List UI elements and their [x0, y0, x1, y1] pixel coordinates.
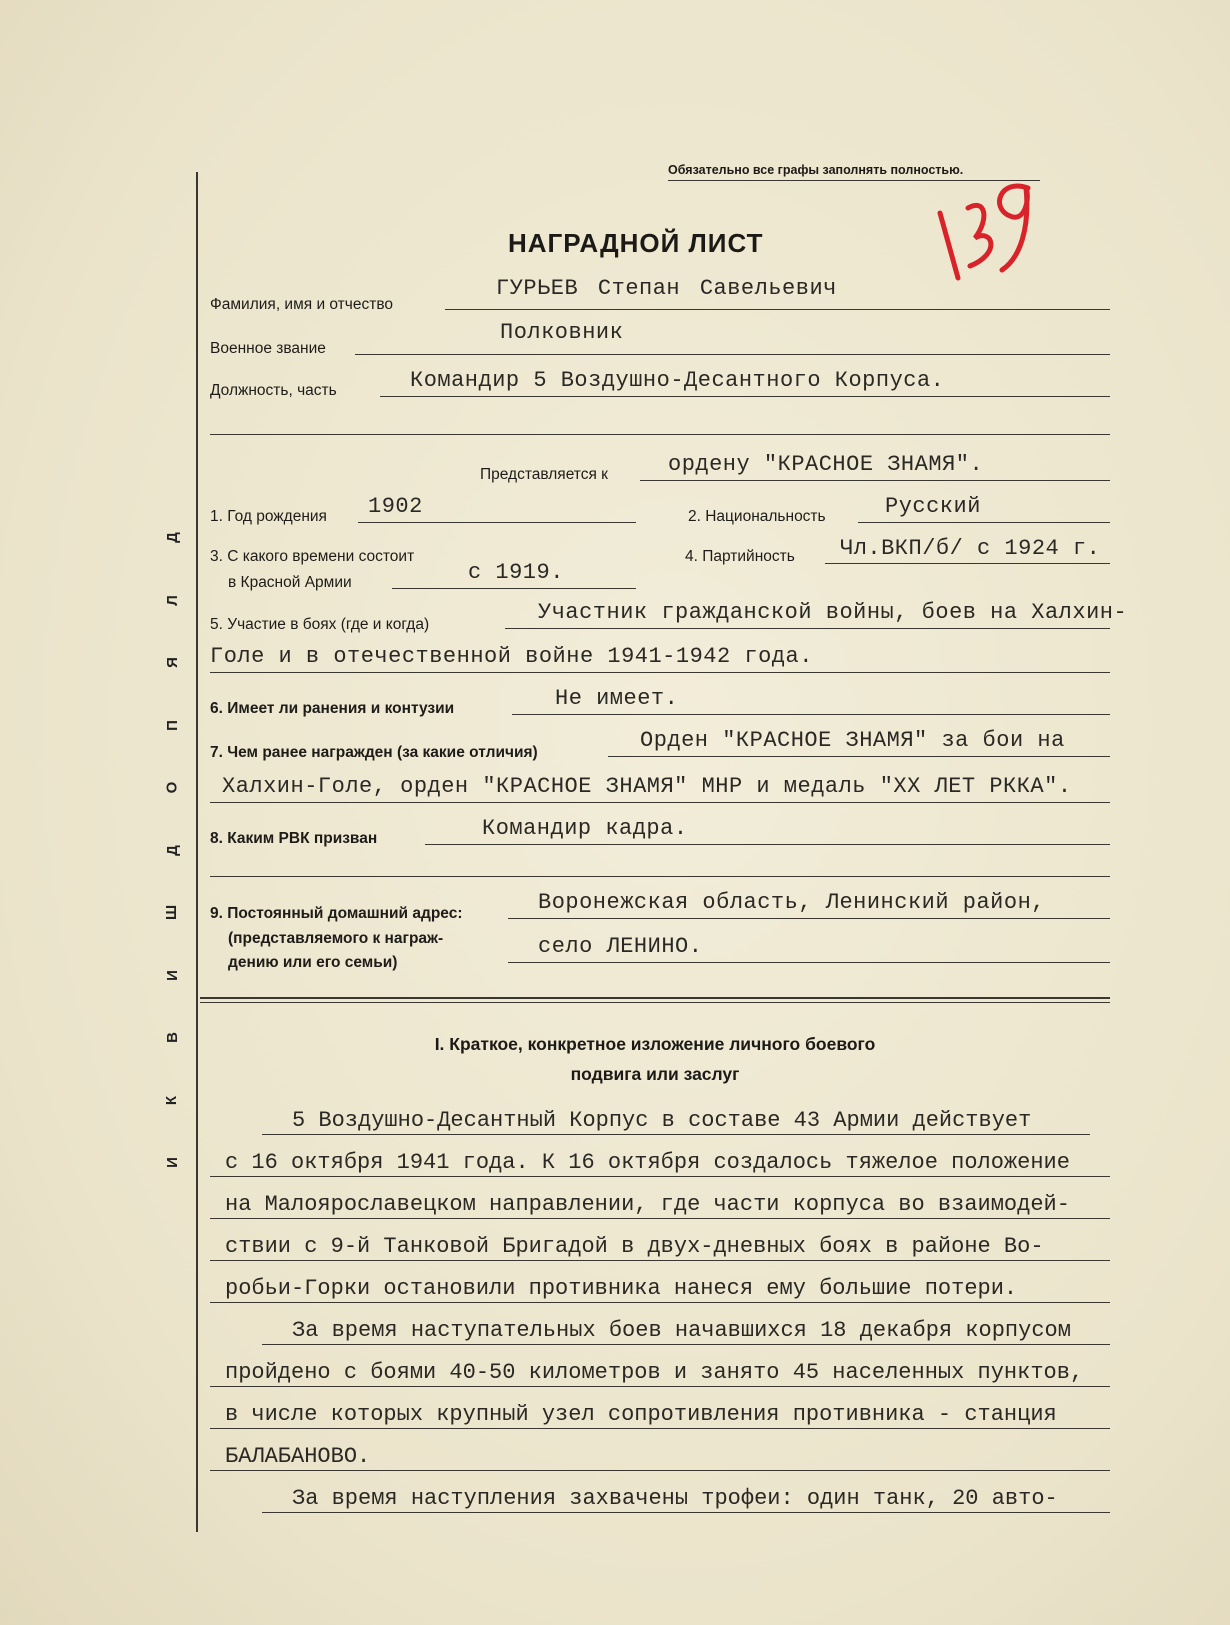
narrative-rule — [210, 1470, 1110, 1471]
army-since-value: с 1919. — [468, 560, 564, 585]
party-value: Чл.ВКП/б/ с 1924 г. — [840, 536, 1101, 561]
narrative-line: БАЛАБАНОВО. — [225, 1444, 371, 1469]
left-margin-line — [196, 172, 198, 1532]
vertical-letter: Д — [163, 844, 181, 856]
narrative-line: с 16 октября 1941 года. К 16 октября создалось тяжелое положение — [225, 1150, 1070, 1175]
vertical-letter: Ш — [163, 904, 181, 921]
battles-label: 5. Участие в боях (где и когда) — [210, 616, 430, 633]
vertical-letter: Д — [163, 532, 181, 543]
vertical-letter: И — [163, 969, 181, 981]
address-label: 9. Постоянный домашний адрес: — [210, 905, 463, 922]
presented-line — [640, 480, 1110, 481]
narrative-line: робьи-Горки остановили противника нанеся ему большие потери. — [225, 1276, 1018, 1301]
address-label-2: (представляемого к награж- — [228, 930, 444, 947]
section-heading: I. Краткое, конкретное изложение личного боевого — [434, 1034, 876, 1054]
vertical-letter: В — [163, 1032, 181, 1043]
narrative-rule — [210, 1302, 1110, 1303]
vertical-letter: И — [163, 1157, 181, 1168]
name-label: Фамилия, имя и отчество — [210, 296, 394, 313]
rvk-line-2 — [210, 876, 1110, 877]
address-label-3: дению или его семьи) — [228, 954, 398, 971]
position-line — [380, 396, 1110, 397]
narrative-line: 5 Воздушно-Десантный Корпус в составе 43 Армии действует — [292, 1108, 1032, 1133]
position-line-2 — [210, 434, 1110, 435]
battles-line-1 — [505, 628, 1110, 629]
position-label: Должность, часть — [210, 382, 337, 399]
rank-value: Полковник — [500, 320, 624, 345]
narrative-rule — [210, 1218, 1110, 1219]
birth-label: 1. Год рождения — [210, 508, 327, 525]
narrative-line: в числе которых крупный узел сопротивления противника - станция — [225, 1402, 1057, 1427]
wounds-line — [512, 714, 1110, 715]
name-value: ГУРЬЕВ Степан Савельевич — [496, 276, 837, 301]
party-line — [825, 563, 1110, 564]
vertical-cut-label — [160, 530, 184, 1170]
narrative-rule — [262, 1512, 1110, 1513]
awards-line-2 — [210, 802, 1110, 803]
narrative-rule — [262, 1344, 1110, 1345]
vertical-letter: О — [163, 781, 181, 794]
wounds-label: 6. Имеет ли ранения и контузии — [210, 700, 455, 717]
awards-value-2: Халхин-Голе, орден "КРАСНОЕ ЗНАМЯ" МНР и медаль "ХХ ЛЕТ РККА". — [222, 774, 1072, 799]
party-label: 4. Партийность — [685, 548, 795, 565]
rvk-label: 8. Каким РВК призван — [210, 830, 378, 847]
narrative-rule — [262, 1134, 1090, 1135]
document-title: НАГРАДНОЙ ЛИСТ — [508, 228, 764, 258]
battles-value-2: Голе и в отечественной войне 1941-1942 года. — [210, 644, 813, 669]
narrative-line: на Малоярославецком направлении, где части корпуса во взаимодей- — [225, 1192, 1070, 1217]
narrative-line: пройдено с боями 40-50 километров и занято 45 населенных пунктов, — [225, 1360, 1084, 1385]
nationality-line — [858, 522, 1110, 523]
section-divider-2 — [200, 1002, 1110, 1003]
rank-label: Военное звание — [210, 340, 326, 357]
birth-line — [358, 522, 636, 523]
presented-label: Представляется к — [480, 466, 608, 483]
name-line — [445, 309, 1110, 310]
address-line-2 — [508, 962, 1110, 963]
awards-value-1: Орден "КРАСНОЕ ЗНАМЯ" за бои на — [640, 728, 1065, 753]
address-line-1 — [508, 918, 1110, 919]
vertical-letter: Я — [163, 657, 181, 668]
rvk-line — [425, 844, 1110, 845]
address-value-2: село ЛЕНИНО. — [538, 934, 703, 959]
vertical-letter: К — [163, 1095, 181, 1105]
narrative-rule — [210, 1386, 1110, 1387]
awards-line-1 — [608, 756, 1110, 757]
vertical-letter: Л — [163, 594, 181, 606]
wounds-value: Не имеет. — [555, 686, 679, 711]
army-since-line — [392, 588, 636, 589]
awards-label: 7. Чем ранее награжден (за какие отличия) — [210, 744, 538, 761]
nationality-label: 2. Национальность — [688, 508, 826, 525]
narrative-line: За время наступательных боев начавшихся 18 декабря корпусом — [292, 1318, 1071, 1343]
rank-line — [355, 354, 1110, 355]
nationality-value: Русский — [885, 494, 981, 519]
army-since-label: 3. С какого времени состоит — [210, 548, 415, 565]
vertical-letter: П — [163, 719, 181, 731]
presented-value: ордену "КРАСНОЕ ЗНАМЯ". — [668, 452, 984, 477]
position-value: Командир 5 Воздушно-Десантного Корпуса. — [410, 368, 945, 393]
battles-value-1: Участник гражданской войны, боев на Халхин- — [538, 600, 1128, 625]
narrative-rule — [210, 1260, 1110, 1261]
section-divider — [200, 997, 1110, 999]
fill-all-fields-note: Обязательно все графы заполнять полностью. — [668, 163, 964, 177]
address-value-1: Воронежская область, Ленинский район, — [538, 890, 1045, 915]
narrative-line: За время наступления захвачены трофеи: один танк, 20 авто- — [292, 1486, 1058, 1511]
birth-value: 1902 — [368, 494, 423, 519]
section-heading-2: подвига или заслуг — [570, 1064, 740, 1084]
narrative-rule — [210, 1176, 1110, 1177]
narrative-line: ствии с 9-й Танковой Бригадой в двух-дневных боях в районе Во- — [225, 1234, 1044, 1259]
battles-line-2 — [210, 672, 1110, 673]
rvk-value: Командир кадра. — [482, 816, 688, 841]
army-since-label-2: в Красной Армии — [228, 574, 352, 591]
red-pencil-number-mark — [930, 158, 1040, 288]
narrative-rule — [210, 1428, 1110, 1429]
